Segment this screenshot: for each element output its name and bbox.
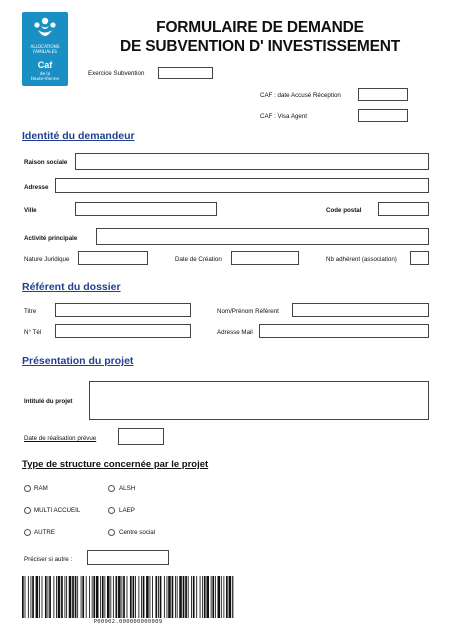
visa-field[interactable] [358,109,408,122]
page-title-line-1: FORMULAIRE DE DEMANDE [156,19,364,36]
ville-field[interactable] [75,202,217,216]
raison-label: Raison sociale [24,159,68,166]
barcode [22,576,234,618]
date-realisation-field[interactable] [118,428,164,445]
radio-ram[interactable] [24,485,31,492]
adresse-field[interactable] [55,178,429,193]
date-creation-field[interactable] [231,251,299,265]
logo-caf: Caf [37,60,53,70]
nature-field[interactable] [78,251,148,265]
nature-label: Nature Juridique [24,256,70,263]
tel-label: N° Tél [24,329,42,336]
titre-label: Titre [24,308,37,315]
logo-tagline-1: ALLOCATIONS [30,44,60,49]
section-structure-heading: Type de structure concernée par le projet [22,459,209,470]
radio-multi-accueil[interactable] [24,507,31,514]
mail-label: Adresse Mail [217,329,253,336]
radio-centre-social[interactable] [108,529,115,536]
preciser-label: Préciser si autre : [24,556,73,563]
code-postal-field[interactable] [378,202,429,216]
section-projet-heading: Présentation du projet [22,355,134,367]
section-referent-heading: Référent du dossier [22,281,121,293]
date-realisation-label: Date de réalisation prévue [24,435,97,442]
preciser-field[interactable] [87,550,169,565]
code-postal-label: Code postal [326,207,362,214]
radio-laep[interactable] [108,507,115,514]
option-multi-accueil-label: MULTI ACCUEIL [34,507,81,514]
nb-adherent-label: Nb adhérent (association) [326,256,397,263]
accuse-label: CAF : date Accusé Réception [260,92,341,99]
caf-logo [22,12,68,86]
logo-sub-2: Haute-Vienne [30,76,60,81]
adresse-label: Adresse [24,184,49,191]
section-identite-heading: Identité du demandeur [22,130,135,142]
accuse-field[interactable] [358,88,408,101]
option-alsh-label: ALSH [119,485,136,492]
exercice-label: Exercice Subvention [88,70,145,77]
logo-sub-1: de la [39,71,51,76]
page-title-line-2: DE SUBVENTION D' INVESTISSEMENT [120,38,400,55]
option-laep-label: LAEP [119,507,135,514]
nom-referent-field[interactable] [292,303,429,317]
radio-alsh[interactable] [108,485,115,492]
date-creation-label: Date de Création [175,256,222,263]
ville-label: Ville [24,207,37,214]
radio-autre[interactable] [24,529,31,536]
barcode-number: P00902.000000000009 [93,619,163,625]
exercice-field[interactable] [158,67,213,79]
intitule-field[interactable] [89,381,429,420]
visa-label: CAF : Visa Agent [260,113,308,120]
family-emblem-icon [30,16,60,44]
logo-tagline-2: FAMILIALES [33,49,57,54]
tel-field[interactable] [55,324,191,338]
mail-field[interactable] [259,324,429,338]
nb-adherent-field[interactable] [410,251,429,265]
option-autre-label: AUTRE [34,529,55,536]
activite-field[interactable] [96,228,429,245]
option-centre-social-label: Centre social [119,529,156,536]
nom-referent-label: Nom/Prénom Référent [217,308,279,315]
intitule-label: Intitulé du projet [24,398,73,405]
activite-label: Activité principale [24,235,78,242]
option-ram-label: RAM [34,485,48,492]
raison-field[interactable] [75,153,429,170]
titre-field[interactable] [55,303,191,317]
